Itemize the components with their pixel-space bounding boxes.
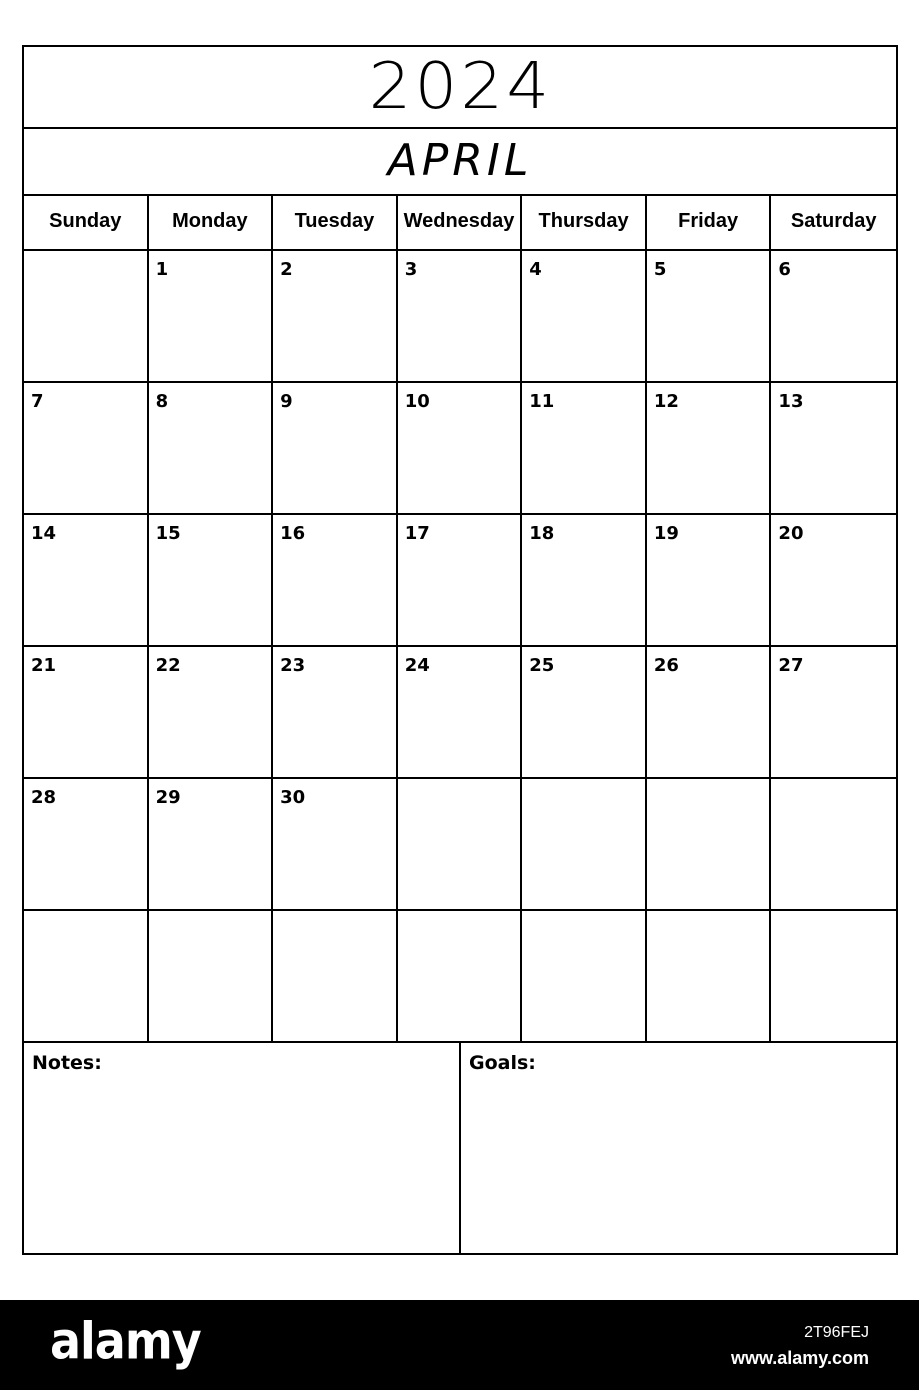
day-cell — [149, 515, 274, 647]
day-number: 25 — [529, 655, 555, 676]
day-cell — [771, 515, 896, 647]
weekday-header: Friday — [647, 194, 772, 251]
day-number: 27 — [778, 655, 804, 676]
day-cell — [398, 515, 523, 647]
day-cell — [771, 383, 896, 515]
day-cell — [647, 911, 772, 1043]
image-id: 2T96FEJ — [804, 1324, 869, 1341]
day-cell — [24, 779, 149, 911]
day-number: 11 — [529, 391, 555, 412]
day-number: 5 — [653, 259, 667, 280]
notes-panel — [24, 1043, 461, 1253]
day-cell — [24, 383, 149, 515]
day-cell — [273, 779, 398, 911]
day-cell — [647, 647, 772, 779]
weekday-header: Sunday — [24, 194, 149, 251]
day-cell — [522, 647, 647, 779]
day-number: 13 — [778, 391, 804, 412]
day-cell — [24, 251, 149, 383]
day-number: 23 — [280, 655, 306, 676]
day-number: 12 — [653, 391, 679, 412]
year-header — [24, 47, 896, 129]
month-title: APRIL — [387, 135, 533, 186]
day-number: 18 — [529, 523, 555, 544]
day-number: 22 — [155, 655, 181, 676]
day-number: 16 — [280, 523, 306, 544]
day-number: 21 — [31, 655, 57, 676]
day-number: 24 — [404, 655, 430, 676]
alamy-logo: alamy — [50, 1311, 201, 1371]
day-number: 9 — [280, 391, 293, 412]
day-cell — [149, 383, 274, 515]
day-number: 28 — [31, 787, 57, 808]
day-number: 15 — [155, 523, 181, 544]
day-cell — [149, 911, 274, 1043]
weekday-header: Wednesday — [398, 194, 523, 251]
day-cell — [398, 647, 523, 779]
day-cell — [647, 779, 772, 911]
day-cell — [273, 515, 398, 647]
day-number: 1 — [155, 259, 169, 280]
day-number: 4 — [529, 259, 542, 280]
day-cell — [24, 911, 149, 1043]
calendar-sheet — [22, 45, 898, 1255]
day-number: 19 — [653, 523, 679, 544]
day-number: 17 — [404, 523, 430, 544]
day-number: 6 — [778, 259, 791, 280]
day-number: 20 — [778, 523, 804, 544]
day-cell — [522, 911, 647, 1043]
day-number: 26 — [653, 655, 679, 676]
day-number: 2 — [280, 259, 293, 280]
day-number: 29 — [155, 787, 181, 808]
day-cell — [398, 251, 523, 383]
day-cell — [273, 647, 398, 779]
day-number: 3 — [404, 259, 418, 280]
goals-label: Goals: — [469, 1052, 536, 1074]
day-cell — [771, 911, 896, 1043]
day-cell — [522, 251, 647, 383]
day-cell — [398, 911, 523, 1043]
weekday-header: Saturday — [771, 194, 896, 251]
day-cell — [149, 779, 274, 911]
day-cell — [522, 383, 647, 515]
day-cell — [771, 779, 896, 911]
weekday-header: Tuesday — [273, 194, 398, 251]
day-number: 7 — [31, 391, 44, 412]
day-cell — [771, 251, 896, 383]
day-cell — [647, 515, 772, 647]
day-cell — [398, 383, 523, 515]
day-cell — [273, 383, 398, 515]
watermark-bar — [0, 1300, 919, 1390]
weekday-header: Thursday — [522, 194, 647, 251]
day-cell — [24, 647, 149, 779]
day-number: 30 — [280, 787, 306, 808]
day-number: 8 — [155, 391, 169, 412]
site-url: www.alamy.com — [730, 1348, 869, 1368]
day-cell — [273, 911, 398, 1043]
day-cell — [647, 383, 772, 515]
bottom-panels — [24, 1043, 896, 1253]
goals-panel — [461, 1043, 896, 1253]
day-number: 14 — [31, 523, 57, 544]
day-cell — [647, 251, 772, 383]
day-cell — [24, 515, 149, 647]
day-number: 10 — [404, 391, 430, 412]
day-cell — [273, 251, 398, 383]
day-cell — [149, 251, 274, 383]
calendar-grid — [24, 194, 896, 1043]
day-cell — [149, 647, 274, 779]
day-cell — [522, 779, 647, 911]
year-title: 2024 — [368, 50, 552, 124]
month-header — [24, 127, 896, 196]
day-cell — [771, 647, 896, 779]
notes-label: Notes: — [32, 1052, 102, 1074]
weekday-header: Monday — [149, 194, 274, 251]
day-cell — [522, 515, 647, 647]
day-cell — [398, 779, 523, 911]
